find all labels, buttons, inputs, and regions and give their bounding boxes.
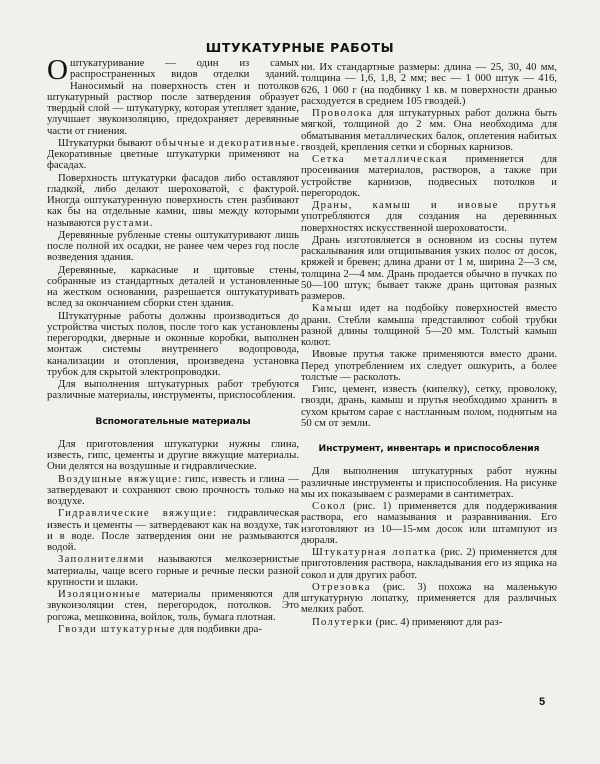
paragraph: Оштукатуривание — один из самых распространенных видов отделки зданий. Наносимый на поверхность стен и потолков штукатурный раствор после затвердения образует твердый слой — штукатурку, которая утепляет здание, улучшает звукоизоляцию, предохраняет деревянные части от гниения.	[47, 54, 299, 137]
paragraph: Поверхность штукатурки фасадов либо оставляют гладкой, либо делают шероховатой, с фактурой. Иногда оштукатуренную поверхность стен разбивают как бы на отдельные камни, швы между которыми называются рустами.	[47, 171, 299, 229]
spaced-term: Изоляционные	[58, 588, 142, 600]
paragraph: Воздушные вяжущие: гипс, известь и глина — затвердевают и сохраняют свою прочность только на воздухе.	[47, 472, 299, 507]
paragraph: Штукатурки бывают обычные и декоративные. Декоративные цветные штукатурки применяют на фасадах.	[47, 136, 300, 172]
paragraph: Гипс, цемент, известь (кипелку), сетку, проволоку, гвозди, дрань, камыш и прутья необходимо хранить в сухом крытом сарае с настланным полом, поднятым на 50 см от земли.	[301, 383, 557, 429]
paragraph: Проволока для штукатурных работ должна быть мягкой, толщиной до 2 мм. Она необходима для обматывания металлических балок, оплетения набитых гвоздей, крепления сетки и сборных карнизов.	[301, 107, 557, 153]
paragraph: Гидравлические вяжущие: гидравлическая известь и цементы — затвердевают как на воздухе, так и в воде. После затвердения они не размываются водой.	[47, 507, 299, 553]
paragraph: Для приготовления штукатурки нужны глина, известь, гипс, цементы и другие вяжущие материалы. Они делятся на воздушные и гидравлические.	[47, 437, 299, 473]
spaced-term: Штукатурная лопатка	[312, 546, 437, 558]
paragraph: Драны, камыш и ивовые прутья употребляются для создания на деревянных поверхностях искусственной шероховатости.	[301, 199, 557, 234]
paragraph: Штукатурная лопатка (рис. 2) применяется для приготовления раствора, накладывания его из ящика на сокол и для других работ.	[301, 546, 558, 581]
right-column	[301, 62, 557, 629]
spaced-term: Гвозди штукатурные	[58, 622, 176, 635]
paragraph: Деревянные, каркасные и щитовые стены, собранные из стандартных деталей и установленные на жестком основании, разрешается оштукатуривать вслед за окончанием сборки стен здания.	[47, 263, 299, 310]
spaced-term: Сокол	[312, 500, 347, 512]
paragraph: ни. Их стандартные размеры: длина — 25, 30, 40 мм, толщина — 1,6, 1,8, 2 мм; вес — 1 000 штук — 416, 626, 1 060 г (на подбивку 1 кв. м поверхности дранью расходуется в среднем 105 гвоздей.)	[301, 61, 557, 107]
spaced-term: Камыш	[312, 302, 353, 315]
spaced-term: Гидравлические вяжущие	[58, 507, 214, 520]
paragraph: Изоляционные материалы применяются для звукоизоляции стен, перегородок, потолков. Это рогожа, мешковина, войлок, толь, бумага плотная.	[47, 588, 299, 623]
paragraph: Ивовые прутья также применяются вместо драни. Перед употреблением их следует ошкурить, а более толстые — расколоть.	[301, 348, 557, 383]
spaced-term: рустами	[103, 216, 150, 229]
page-number: 5	[539, 696, 546, 708]
paragraph: Камыш идет на подбойку поверхностей вместо драни. Стебли камыша представляют собой трубки разной длины толщиной 5—20 мм. Толстый камыш колют.	[301, 302, 557, 348]
paragraph: Сокол (рис. 1) применяется для поддерживания раствора, его намазывания и разравнивания. Его изготовляют из 10—15-мм досок или штампуют из дюраля.	[301, 500, 557, 546]
section-heading: Вспомогательные материалы	[95, 415, 251, 427]
spaced-term: обычные	[155, 136, 206, 149]
paragraph: Заполнителями называются мелкозернистые материалы, чаще всего горные и речные пески разной крупности и шлаки.	[47, 553, 299, 588]
paragraph: Для выполнения штукатурных работ нужны различные инструменты и приспособления. На рисунке мы их показываем с размерами в сантиметрах.	[301, 465, 557, 500]
page-title: ШТУКАТУРНЫЕ РАБОТЫ	[205, 40, 395, 55]
paragraph: Дрань изготовляется в основном из сосны путем раскалывания или отщипывания узких полос от досок, кряжей и бревен; длина драни от 1 м, ширина 2—3 см, толщина 2—4 мм. Дрань продается обычно в пучках по 50—100 штук; бывает также дрань щитовая разных размеров.	[301, 233, 557, 302]
paragraph: Полутерки (рис. 4) применяют для раз-	[312, 615, 503, 628]
section-heading: Инструмент, инвентарь и приспособления	[318, 443, 540, 454]
paragraph: Отрезовка (рис. 3) похожа на маленькую штукатурную лопатку, применяется для различных мелких работ.	[301, 580, 557, 616]
left-column	[47, 54, 300, 636]
paragraph: Для выполнения штукатурных работ требуются различные материалы, инструменты, приспособления.	[47, 378, 299, 402]
spaced-term: Сетка металлическая	[312, 153, 449, 165]
spaced-term: декоративные	[217, 136, 297, 149]
spaced-term: Отрезовка	[312, 580, 371, 593]
paragraph: Гвозди штукатурные для подбивки дра-	[58, 622, 262, 635]
paragraph: Сетка металлическая применяется для просеивания материалов, растворов, а также при устройстве карнизов, подвесных потолков и перегородок.	[301, 153, 557, 199]
paragraph: Штукатурные работы должны производиться до устройства чистых полов, после того как установлены перегородки, дверные и оконные коробки, выполнен монтаж системы внутреннего водопровода, канализации и отопления, произведена установка трубок для скрытой электропроводки.	[47, 309, 299, 378]
spaced-term: Воздушные вяжущие	[58, 472, 179, 485]
drop-cap: О	[47, 54, 68, 86]
paragraph: Деревянные рубленые стены оштукатуривают лишь после полной их осадки, не ранее чем через год после возведения здания.	[47, 228, 299, 264]
spaced-term: Заполнителями	[58, 553, 145, 566]
spaced-term: Драны, камыш и ивовые прутья	[312, 199, 557, 211]
spaced-term: Проволока	[312, 107, 373, 119]
spaced-term: Полутерки	[312, 615, 373, 628]
